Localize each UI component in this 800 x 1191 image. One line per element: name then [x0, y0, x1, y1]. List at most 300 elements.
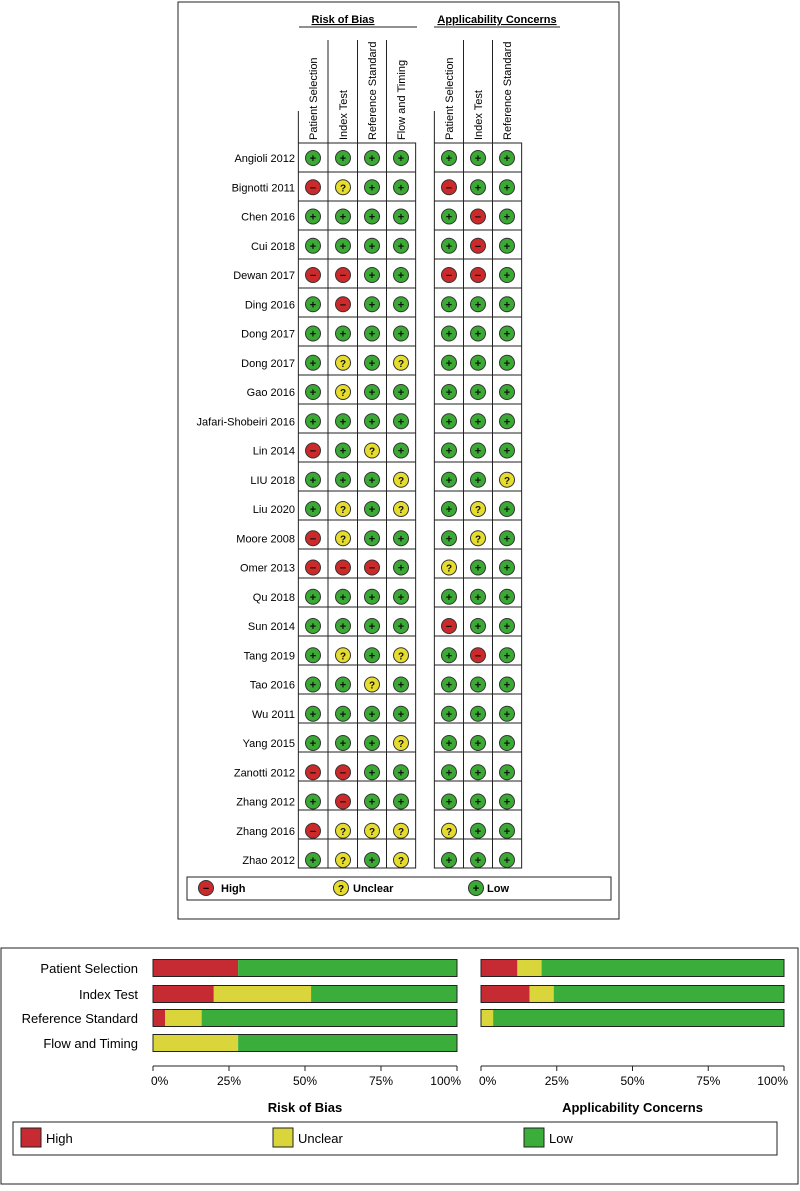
applicability-bars [481, 960, 784, 1027]
svg-text:+: + [368, 357, 376, 370]
svg-text:−: − [309, 562, 317, 575]
svg-text:+: + [445, 533, 453, 546]
risk-cell-r2-c3-low-icon [394, 209, 409, 224]
svg-text:+: + [397, 153, 405, 165]
bar-applicability-concerns-patient-selection-unclear [517, 960, 541, 977]
svg-text:?: ? [339, 358, 347, 370]
svg-text:+: + [474, 708, 482, 721]
svg-text:+: + [503, 270, 511, 282]
svg-text:?: ? [397, 358, 405, 370]
risk-cell-r10-c3-low-icon [394, 443, 409, 458]
svg-text:+: + [503, 416, 511, 429]
risk-cell-r1-c3-low-icon [394, 180, 409, 195]
applicability-cell-r5-c2-low-icon [500, 297, 515, 312]
bar-risk-of-bias-flow-and-timing-unclear [153, 1035, 238, 1052]
svg-text:+: + [397, 299, 405, 312]
col-header-applicability-patient-selection: Patient Selection [444, 57, 456, 140]
risk-cell-r14-c2-high-icon [365, 560, 380, 575]
applicability-cell-r6-c2-low-icon [500, 326, 515, 341]
risk-cell-r5-c0-low-icon [306, 297, 321, 312]
study-label: Cui 2018 [250, 240, 295, 253]
applicability-cell-r6-c1-low-icon [471, 326, 486, 341]
study-label: Bignotti 2011 [231, 182, 295, 195]
svg-text:−: − [309, 182, 317, 195]
applicability-cell-r19-c0-low-icon [442, 706, 457, 721]
applicability-cell-r5-c0-low-icon [442, 297, 457, 312]
study-label: Ding 2016 [244, 299, 295, 312]
bar-applicability-concerns-reference-standard-low [493, 1010, 784, 1027]
risk-cell-r6-c3-low-icon [394, 326, 409, 341]
col-header-risk-patient-selection: Patient Selection [308, 57, 320, 140]
svg-text:+: + [503, 182, 511, 195]
svg-text:+: + [445, 504, 453, 516]
risk-cell-r19-c3-low-icon [394, 706, 409, 721]
applicability-cell-r19-c1-low-icon [471, 706, 486, 721]
bar-risk-of-bias-patient-selection-low [238, 960, 457, 977]
col-header-risk-reference-standard: Reference Standard [367, 41, 379, 140]
svg-text:?: ? [474, 534, 482, 546]
svg-text:+: + [368, 796, 376, 809]
risk-cell-r17-c0-low-icon [306, 648, 321, 663]
svg-text:−: − [445, 621, 453, 633]
svg-text:−: − [474, 270, 482, 282]
svg-text:+: + [503, 240, 511, 253]
applicability-cell-r0-c1-low-icon [471, 151, 486, 166]
risk-cell-r21-c2-low-icon [365, 765, 380, 780]
svg-text:?: ? [368, 680, 376, 692]
risk-cell-r12-c3-unclear-icon [394, 502, 409, 517]
applicability-cell-r21-c2-low-icon [500, 765, 515, 780]
svg-text:+: + [503, 387, 511, 399]
risk-cell-r8-c0-low-icon [306, 385, 321, 400]
applicability-cell-r11-c0-low-icon [442, 472, 457, 487]
bar-risk-of-bias-index-test-high [153, 986, 214, 1003]
risk-cell-r23-c0-high-icon [306, 823, 321, 838]
risk-cell-r20-c2-low-icon [365, 736, 380, 751]
risk-cell-r8-c3-low-icon [394, 385, 409, 400]
svg-text:+: + [503, 211, 511, 224]
svg-text:+: + [474, 855, 482, 867]
risk-cell-r5-c1-high-icon [336, 297, 351, 312]
legend-unclear-swatch [273, 1128, 293, 1147]
risk-cell-r18-c1-low-icon [336, 677, 351, 692]
svg-text:+: + [339, 240, 347, 253]
applicability-cell-r23-c0-unclear-icon [442, 823, 457, 838]
svg-text:+: + [445, 767, 453, 780]
applicability-cell-r6-c0-low-icon [442, 326, 457, 341]
legend-unclear-label: Unclear [353, 883, 394, 895]
risk-cell-r13-c2-low-icon [365, 531, 380, 546]
summary-bar-panel [1, 948, 798, 1184]
risk-cell-r23-c3-unclear-icon [394, 823, 409, 838]
applicability-cell-r15-c1-low-icon [471, 589, 486, 604]
risk-cell-r4-c1-high-icon [336, 268, 351, 283]
svg-text:+: + [445, 211, 453, 224]
applicability-cell-r12-c2-low-icon [500, 502, 515, 517]
svg-text:+: + [445, 445, 453, 458]
svg-text:+: + [503, 767, 511, 780]
svg-text:+: + [368, 621, 376, 633]
applicability-cell-r11-c2-unclear-icon [500, 472, 515, 487]
risk-cell-r19-c1-low-icon [336, 706, 351, 721]
svg-text:+: + [368, 767, 376, 780]
risk-cell-r6-c2-low-icon [365, 326, 380, 341]
applicability-cell-r23-c2-low-icon [500, 823, 515, 838]
risk-cell-r24-c1-unclear-icon [336, 853, 351, 868]
svg-text:+: + [309, 299, 317, 312]
risk-cell-r21-c0-high-icon [306, 765, 321, 780]
svg-text:+: + [445, 328, 453, 341]
svg-text:+: + [368, 738, 376, 750]
applicability-cell-r17-c1-high-icon [471, 648, 486, 663]
bar-applicability-concerns-index-test-low [554, 986, 784, 1003]
svg-text:−: − [309, 445, 317, 458]
risk-cell-r16-c2-low-icon [365, 619, 380, 634]
legend-low-swatch [524, 1128, 544, 1147]
svg-text:+: + [397, 796, 405, 809]
svg-text:+: + [397, 562, 405, 575]
risk-cell-r4-c2-low-icon [365, 268, 380, 283]
svg-text:−: − [445, 182, 453, 195]
svg-text:+: + [474, 445, 482, 458]
bottom-legend-low: Low [549, 1131, 573, 1146]
risk-cell-r19-c0-low-icon [306, 706, 321, 721]
svg-text:+: + [309, 504, 317, 516]
risk-cell-r1-c0-high-icon [306, 180, 321, 195]
applicability-cell-r18-c2-low-icon [500, 677, 515, 692]
study-label: Dewan 2017 [233, 270, 295, 282]
svg-text:+: + [309, 240, 317, 253]
legend-high-label: High [221, 883, 246, 895]
svg-text:+: + [309, 153, 317, 165]
svg-text:+: + [368, 650, 376, 663]
applicability-cell-r12-c0-low-icon [442, 502, 457, 517]
risk-cell-r13-c0-high-icon [306, 531, 321, 546]
risk-cell-r3-c1-low-icon [336, 238, 351, 253]
svg-text:+: + [445, 474, 453, 487]
svg-text:+: + [474, 591, 482, 604]
svg-text:+: + [339, 474, 347, 487]
svg-text:+: + [368, 855, 376, 867]
applicability-cell-r7-c2-low-icon [500, 355, 515, 370]
risk-cell-r19-c2-low-icon [365, 706, 380, 721]
bar-risk-of-bias-patient-selection-high [153, 960, 238, 977]
risk-cell-r3-c2-low-icon [365, 238, 380, 253]
svg-text:+: + [339, 153, 347, 165]
bar-risk-of-bias-index-test-low [311, 986, 457, 1003]
svg-text:+: + [445, 299, 453, 312]
bottom-legend-high: High [46, 1131, 73, 1146]
svg-text:+: + [339, 708, 347, 721]
bar-category-label: Reference Standard [21, 1011, 138, 1026]
legend-high-swatch [21, 1128, 41, 1147]
x-tick-label: 0% [151, 1074, 169, 1088]
svg-text:?: ? [397, 826, 405, 838]
svg-text:+: + [503, 825, 511, 838]
applicability-cell-r15-c2-low-icon [500, 589, 515, 604]
svg-text:?: ? [397, 739, 405, 750]
svg-text:+: + [503, 591, 511, 604]
svg-text:?: ? [339, 534, 347, 546]
applicability-cell-r4-c2-low-icon [500, 268, 515, 283]
svg-text:+: + [368, 153, 376, 165]
applicability-cell-r2-c1-high-icon [471, 209, 486, 224]
legend-low-label: Low [487, 883, 509, 895]
svg-text:+: + [309, 738, 317, 750]
risk-cell-r9-c0-low-icon [306, 414, 321, 429]
applicability-cell-r22-c1-low-icon [471, 794, 486, 809]
bar-risk-of-bias-index-test-unclear [214, 986, 311, 1003]
applicability-cell-r10-c0-low-icon [442, 443, 457, 458]
svg-text:+: + [368, 387, 376, 399]
risk-cell-r14-c3-low-icon [394, 560, 409, 575]
study-label: Zhao 2012 [242, 855, 295, 867]
svg-text:−: − [339, 270, 347, 282]
risk-cell-r13-c3-low-icon [394, 531, 409, 546]
applicability-cell-r9-c2-low-icon [500, 414, 515, 429]
svg-text:+: + [445, 357, 453, 370]
risk-cell-r8-c2-low-icon [365, 385, 380, 400]
applicability-cell-r1-c2-low-icon [500, 180, 515, 195]
svg-text:+: + [397, 767, 405, 780]
risk-cell-r0-c2-low-icon [365, 151, 380, 166]
svg-text:+: + [503, 153, 511, 165]
applicability-cell-r20-c0-low-icon [442, 736, 457, 751]
applicability-cell-r14-c1-low-icon [471, 560, 486, 575]
study-label: Qu 2018 [252, 591, 295, 604]
svg-text:+: + [339, 211, 347, 224]
svg-text:+: + [445, 679, 453, 692]
applicability-cell-r9-c1-low-icon [471, 414, 486, 429]
risk-cell-r24-c2-low-icon [365, 853, 380, 868]
svg-text:+: + [309, 211, 317, 224]
svg-text:+: + [503, 328, 511, 341]
svg-text:+: + [339, 679, 347, 692]
svg-text:+: + [474, 562, 482, 575]
risk-cell-r9-c3-low-icon [394, 414, 409, 429]
traffic-light-panel [178, 2, 619, 919]
top-legend-border [187, 877, 611, 900]
risk-cell-r15-c0-low-icon [306, 589, 321, 604]
svg-text:−: − [445, 270, 453, 282]
applicability-cell-r16-c0-high-icon [442, 619, 457, 634]
svg-text:−: − [309, 533, 317, 546]
risk-cell-r7-c2-low-icon [365, 355, 380, 370]
applicability-cell-r3-c1-high-icon [471, 238, 486, 253]
study-label: Gao 2016 [246, 387, 295, 399]
risk-cell-r12-c1-unclear-icon [336, 502, 351, 517]
study-label: LIU 2018 [250, 474, 295, 487]
risk-cell-r2-c1-low-icon [336, 209, 351, 224]
study-label: Dong 2017 [241, 357, 295, 370]
bar-risk-of-bias-reference-standard-low [202, 1010, 457, 1027]
risk-of-bias-header: Risk of Bias [311, 14, 375, 26]
study-label: Yang 2015 [242, 738, 295, 750]
x-tick-label: 25% [544, 1074, 569, 1088]
svg-text:+: + [397, 270, 405, 282]
svg-text:?: ? [339, 856, 347, 867]
svg-text:+: + [503, 357, 511, 370]
svg-text:+: + [503, 299, 511, 312]
svg-text:?: ? [339, 651, 347, 663]
risk-cell-r0-c3-low-icon [394, 151, 409, 166]
risk-cell-r22-c1-high-icon [336, 794, 351, 809]
svg-text:+: + [397, 591, 405, 604]
x-tick-label: 50% [620, 1074, 645, 1088]
study-label: Moore 2008 [236, 533, 295, 546]
legend-unclear-icon [334, 881, 349, 896]
risk-cell-r22-c2-low-icon [365, 794, 380, 809]
svg-text:+: + [474, 474, 482, 487]
risk-cell-r20-c0-low-icon [306, 736, 321, 751]
risk-cell-r23-c2-unclear-icon [365, 823, 380, 838]
risk-cell-r21-c1-high-icon [336, 765, 351, 780]
svg-text:+: + [368, 182, 376, 195]
risk-cell-r10-c0-high-icon [306, 443, 321, 458]
risk-of-bias-axis-title: Risk of Bias [267, 1100, 343, 1115]
risk-cell-r11-c3-unclear-icon [394, 472, 409, 487]
study-label: Liu 2020 [252, 504, 295, 516]
study-labels [197, 153, 295, 867]
applicability-cell-r2-c2-low-icon [500, 209, 515, 224]
risk-cell-r10-c2-unclear-icon [365, 443, 380, 458]
applicability-cell-r9-c0-low-icon [442, 414, 457, 429]
svg-text:+: + [309, 796, 317, 809]
svg-text:+: + [397, 621, 405, 633]
risk-cell-r0-c1-low-icon [336, 151, 351, 166]
grid-frames [298, 40, 521, 868]
applicability-cell-r13-c0-low-icon [442, 531, 457, 546]
risk-cell-r2-c2-low-icon [365, 209, 380, 224]
applicability-cell-r24-c2-low-icon [500, 853, 515, 868]
svg-text:+: + [368, 533, 376, 546]
risk-cell-r3-c3-low-icon [394, 238, 409, 253]
applicability-cell-r14-c0-unclear-icon [442, 560, 457, 575]
applicability-cell-r21-c0-low-icon [442, 765, 457, 780]
svg-text:+: + [503, 621, 511, 633]
svg-text:−: − [309, 270, 317, 282]
applicability-cell-r16-c1-low-icon [471, 619, 486, 634]
risk-cell-r12-c2-low-icon [365, 502, 380, 517]
study-label: Omer 2013 [239, 562, 295, 575]
risk-cell-r6-c0-low-icon [306, 326, 321, 341]
applicability-cell-r0-c2-low-icon [500, 151, 515, 166]
study-label: Tang 2019 [243, 650, 295, 663]
svg-text:?: ? [445, 563, 453, 575]
svg-text:+: + [474, 416, 482, 429]
svg-text:+: + [445, 416, 453, 429]
svg-text:+: + [397, 533, 405, 546]
svg-text:+: + [445, 591, 453, 604]
applicability-cell-r22-c0-low-icon [442, 794, 457, 809]
risk-cell-r6-c1-low-icon [336, 326, 351, 341]
study-label: Tao 2016 [249, 679, 295, 692]
applicability-cell-r24-c0-low-icon [442, 853, 457, 868]
col-header-risk-flow-and-timing: Flow and Timing [396, 59, 408, 140]
svg-text:+: + [339, 621, 347, 633]
svg-text:+: + [309, 650, 317, 663]
svg-text:+: + [503, 445, 511, 458]
svg-text:+: + [339, 738, 347, 750]
bar-applicability-concerns-patient-selection-low [542, 960, 784, 977]
risk-cell-r15-c2-low-icon [365, 589, 380, 604]
risk-cell-r24-c0-low-icon [306, 853, 321, 868]
svg-text:+: + [472, 883, 480, 895]
applicability-cell-r2-c0-low-icon [442, 209, 457, 224]
risk-cell-r3-c0-low-icon [306, 238, 321, 253]
bar-axes [151, 1066, 788, 1115]
svg-text:+: + [397, 416, 405, 429]
x-tick-label: 100% [430, 1074, 461, 1088]
bar-risk-of-bias-reference-standard-high [153, 1010, 165, 1027]
study-label: Sun 2014 [247, 621, 295, 633]
applicability-cell-r20-c2-low-icon [500, 736, 515, 751]
svg-text:+: + [397, 708, 405, 721]
svg-text:+: + [309, 416, 317, 429]
svg-text:+: + [339, 445, 347, 458]
svg-text:+: + [339, 328, 347, 341]
risk-cell-r14-c0-high-icon [306, 560, 321, 575]
risk-cell-r8-c1-unclear-icon [336, 385, 351, 400]
bar-applicability-concerns-index-test-high [481, 986, 529, 1003]
applicability-cell-r8-c2-low-icon [500, 385, 515, 400]
column-headers [308, 42, 514, 140]
study-label: Zhang 2012 [236, 796, 295, 809]
applicability-cell-r5-c1-low-icon [471, 297, 486, 312]
applicability-cell-r24-c1-low-icon [471, 853, 486, 868]
applicability-cell-r23-c1-low-icon [471, 823, 486, 838]
risk-cell-r17-c1-unclear-icon [336, 648, 351, 663]
applicability-cell-r22-c2-low-icon [500, 794, 515, 809]
svg-text:?: ? [339, 388, 347, 399]
risk-cell-r2-c0-low-icon [306, 209, 321, 224]
applicability-cell-r7-c1-low-icon [471, 355, 486, 370]
svg-text:+: + [474, 153, 482, 165]
svg-text:+: + [368, 591, 376, 604]
applicability-cell-r21-c1-low-icon [471, 765, 486, 780]
applicability-cell-r3-c2-low-icon [500, 238, 515, 253]
applicability-cell-r19-c2-low-icon [500, 706, 515, 721]
applicability-cell-r3-c0-low-icon [442, 238, 457, 253]
svg-text:+: + [368, 708, 376, 721]
applicability-cell-r17-c0-low-icon [442, 648, 457, 663]
legend-low-icon [469, 881, 484, 896]
svg-text:+: + [503, 855, 511, 867]
risk-cell-r18-c0-low-icon [306, 677, 321, 692]
svg-text:+: + [368, 328, 376, 341]
risk-cell-r24-c3-unclear-icon [394, 853, 409, 868]
risk-cell-r18-c2-unclear-icon [365, 677, 380, 692]
svg-text:?: ? [339, 826, 347, 838]
svg-text:+: + [503, 650, 511, 663]
applicability-cell-r20-c1-low-icon [471, 736, 486, 751]
risk-cell-r13-c1-unclear-icon [336, 531, 351, 546]
svg-text:−: − [309, 825, 317, 838]
applicability-cell-r18-c0-low-icon [442, 677, 457, 692]
svg-text:+: + [503, 504, 511, 516]
study-label: Angioli 2012 [234, 153, 295, 165]
svg-text:?: ? [397, 475, 405, 487]
svg-text:+: + [445, 796, 453, 809]
svg-text:+: + [445, 855, 453, 867]
svg-text:−: − [339, 796, 347, 809]
risk-cell-r17-c3-unclear-icon [394, 648, 409, 663]
risk-cell-r20-c3-unclear-icon [394, 736, 409, 751]
risk-cell-r4-c0-high-icon [306, 268, 321, 283]
svg-text:?: ? [397, 505, 405, 516]
svg-text:?: ? [339, 505, 347, 516]
applicability-cell-r15-c0-low-icon [442, 589, 457, 604]
